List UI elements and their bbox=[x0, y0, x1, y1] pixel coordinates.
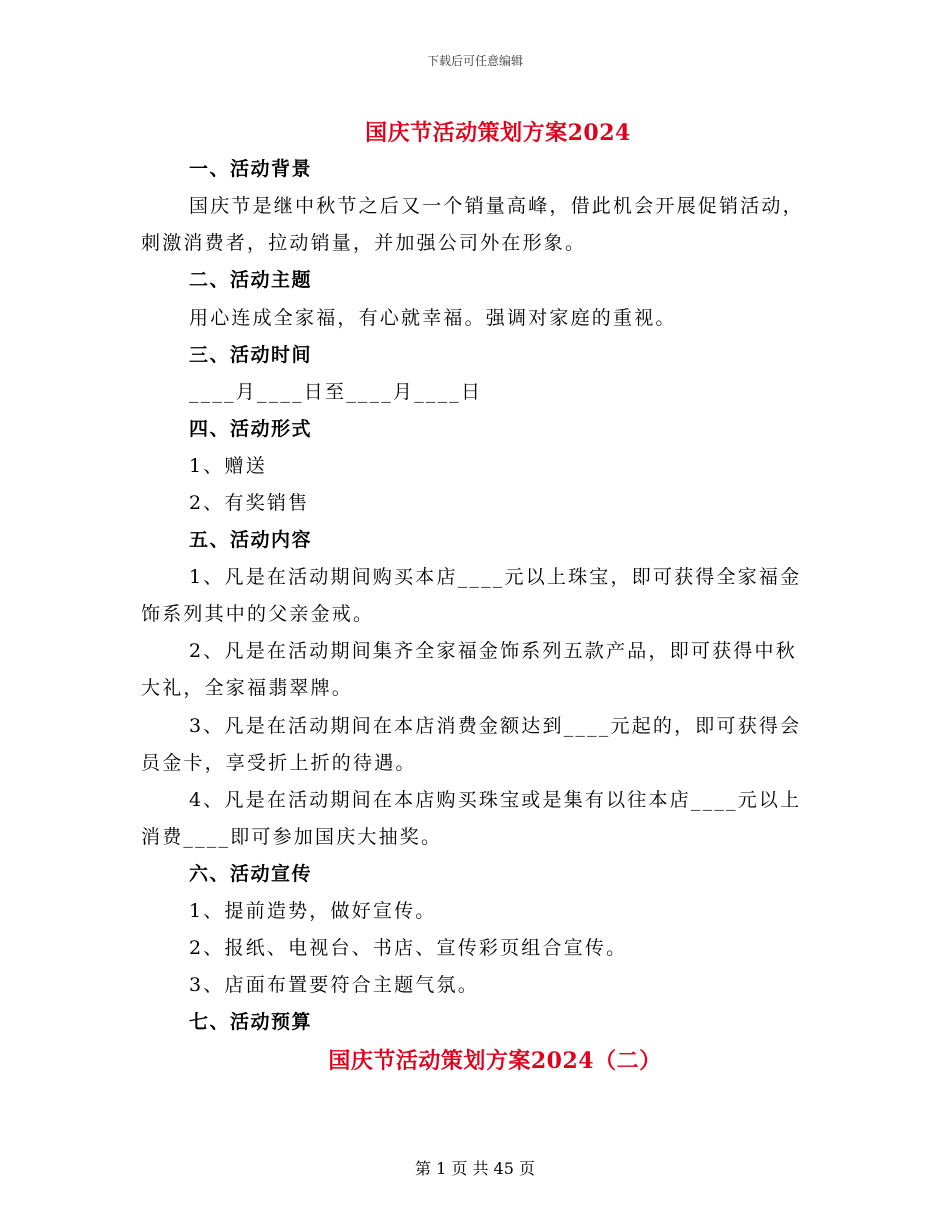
document-title-2: 国庆节活动策划方案2024（二） bbox=[328, 1048, 662, 1074]
section-6-item-3: 3、店面布置要符合主题气氛。 bbox=[189, 974, 479, 996]
section-5-item-2-line-2: 大礼，全家福翡翠牌。 bbox=[141, 677, 354, 699]
section-heading-2: 二、活动主题 bbox=[189, 269, 313, 291]
section-heading-1: 一、活动背景 bbox=[189, 158, 313, 180]
section-5-item-1-line-2: 饰系列其中的父亲金戒。 bbox=[141, 603, 375, 625]
document-title: 国庆节活动策划方案2024 bbox=[365, 120, 631, 146]
header-note: 下载后可任意编辑 bbox=[426, 54, 523, 68]
section-heading-3: 三、活动时间 bbox=[189, 344, 313, 366]
section-5-item-3-line-1: 3、凡是在活动期间在本店消费金额达到____元起的，即可获得会 bbox=[189, 715, 802, 737]
section-6-item-1: 1、提前造势，做好宣传。 bbox=[189, 900, 437, 922]
section-2-paragraph: 用心连成全家福，有心就幸福。强调对家庭的重视。 bbox=[189, 307, 677, 329]
section-heading-4: 四、活动形式 bbox=[189, 418, 313, 440]
section-4-item-2: 2、有奖销售 bbox=[189, 492, 310, 514]
section-1-paragraph-line-1: 国庆节是继中秋节之后又一个销量高峰，借此机会开展促销活动， bbox=[189, 195, 804, 217]
section-4-item-1: 1、赠送 bbox=[189, 455, 267, 477]
section-5-item-3-line-2: 员金卡，享受折上折的待遇。 bbox=[141, 752, 417, 774]
section-5-item-4-line-1: 4、凡是在活动期间在本店购买珠宝或是集有以往本店____元以上 bbox=[189, 789, 802, 811]
section-1-paragraph-line-2: 刺激消费者，拉动销量，并加强公司外在形象。 bbox=[141, 232, 587, 254]
section-5-item-2-line-1: 2、凡是在活动期间集齐全家福金饰系列五款产品，即可获得中秋 bbox=[189, 640, 797, 662]
section-5-item-1-line-1: 1、凡是在活动期间购买本店____元以上珠宝，即可获得全家福金 bbox=[189, 566, 802, 588]
section-6-item-2: 2、报纸、电视台、书店、宣传彩页组合宣传。 bbox=[189, 937, 628, 959]
section-heading-7: 七、活动预算 bbox=[189, 1011, 313, 1033]
section-3-date-range: ____月____日至____月____日 bbox=[189, 381, 483, 403]
section-5-item-4-line-2: 消费____即可参加国庆大抽奖。 bbox=[141, 826, 443, 848]
section-heading-5: 五、活动内容 bbox=[189, 529, 313, 551]
page-footer: 第 1 页 共 45 页 bbox=[415, 1159, 535, 1178]
section-heading-6: 六、活动宣传 bbox=[189, 863, 313, 885]
